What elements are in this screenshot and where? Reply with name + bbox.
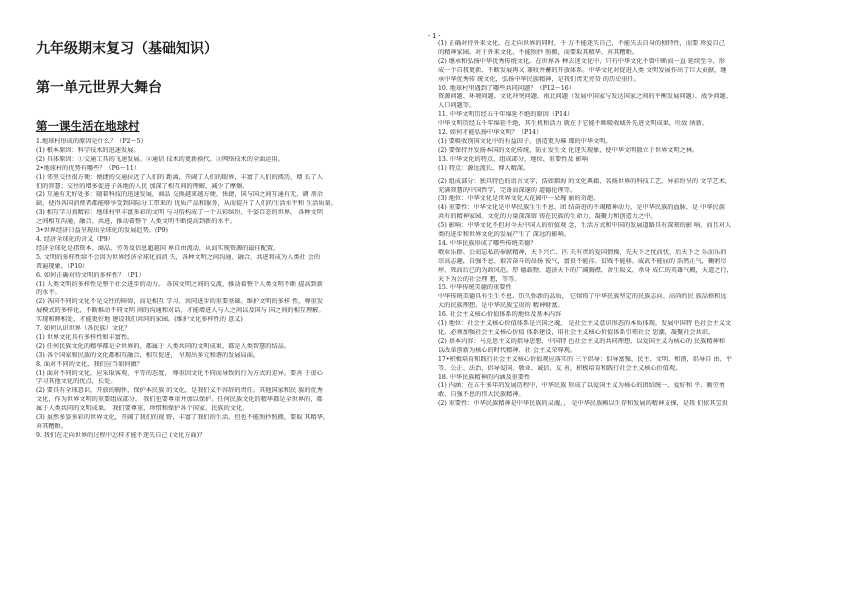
text-line: 展模式的多样化，不断推动不同文明 间的沟通和对话，才能增进人与人之间以及国与 国之间的相互理解。 [36, 307, 325, 315]
text-line: 瘁、死而后已的为政风范，厚 德载物、道济天下的广阔胸襟，舍生取义、杀身 成仁的英雄气概，天道之行， [438, 266, 733, 274]
text-line: 18. 中华民族精神的内涵及重要性 [438, 373, 531, 381]
text-line: 崇高志趣，自强不息、艰苦奋斗的昂扬 锐气，富贵不能淫、贫贱不能移、威武不能屈的 浩然正气，鞠躬尽 [438, 257, 727, 265]
text-line: (2) 具体原因：①交通工具的飞速发展。②通信 技术的更新换代。③网络技术的全面运用。 [36, 155, 284, 163]
text-line: 缺，使得各国消费者都能够享受到国际分工带来的 优质产品和服务，从而提升了人们的生活水平和 生活质量。 [36, 200, 337, 208]
text-line: 属于人类共同的文明成果。 我们要尊重、珍惜和保护各个国家、民族的文化。 [36, 405, 249, 413]
text-line: (3) 虽然多姿多彩的世界文化，开阔了我们的视 野，丰富了我们的生活，但也不能照抄照搬，要取 其精华， [36, 414, 330, 422]
text-line: (1) 世界文化具有多样性和丰富性。 [36, 333, 134, 341]
text-line: 11. 中华文明历经五千年绵延不绝的原因（P14） [438, 111, 574, 119]
text-line: 学习其他文化的优点，长处。 [36, 378, 117, 386]
text-line: 中华文明历经五千年绵延不绝，其生机和活力 就在于它能不断吸收域外先进文明成果，吐故 纳新。 [438, 120, 708, 128]
text-line: 共有的精神家园。文化的力量深深熔 铸在民族的生命力、凝聚力和创造力之中。 [438, 213, 657, 221]
unit-heading: 第一单元世界大舞台 [36, 79, 162, 95]
text-line: 15. 中华传统美德的重要性 [438, 284, 512, 292]
text-line: 充满智慧的中国哲学，完备而深邃的 道德伦理等。 [438, 186, 577, 194]
text-line: 承中华优秀传 统文化，弘扬中华民族精神，是我们责无旁贷 的历史重任。 [438, 75, 640, 83]
text-line: 12. 如何才能弘扬中华文明？（P14） [438, 129, 543, 137]
text-line: (2) 各国不同的文化不是交往的障碍，而是相互 学习、共同进步的重要基础。维护文明的多样 性，尊重发 [36, 298, 323, 306]
text-line: (2) 组成部分：独具特色的语言文字，浩如烟海 的文化典籍，名扬世界的科技工艺，异彩纷呈的 文学艺术， [438, 177, 732, 185]
text-line: 大的民族理想，是中华民族宝贵的 精神财富。 [438, 302, 564, 310]
text-line: (2) 继承和弘扬中华优秀传统文化。在世界各 种去迷文化中，只有中华文化不曾中断而一直 延续至今，形 [438, 57, 725, 65]
text-line: 资源问题、环境问题、文化冲突问题、南北问题（发展中国家与发达国家之间的平衡发展问题）、战争问题、 [438, 93, 732, 101]
text-line: 10. 地球村里遇到了哪些共同问题？（P12～16） [438, 84, 575, 92]
text-line: (1) 内涵：在五千多年的发展历程中，中华民族 形成了以爱国主义为核心的团结统一、爱好和 平、勤劳勇 [438, 382, 725, 390]
text-line: 成一个自我更新、不断发展再又 兼收并蓄的开放体系。中华文化对促进人类 文明发展作出了巨大贡献，继 [438, 66, 727, 74]
text-line: 们的智慧；交往的增多促进子各地的人民 加深了相互间的理解，减少了摩擦。 [36, 182, 249, 190]
text-line: 弃其糟粕。 [36, 423, 67, 430]
text-line: (3) 相互学习真精彩：地球村里丰富多彩的文明 与习俗构成了一个五彩缤纷、千姿百态的世界， 各种文明 [36, 209, 323, 217]
text-line: (1) 要吸收别国文化中的有益因子，创造更为璀 璨的中华文明。 [438, 137, 612, 145]
text-line: (1) 面对不同的文化，应采取客观、平等的态度， 尊重因文化不同而导致的行为方式的差异。要善 于虚心 [36, 369, 323, 377]
text-line: 16. 社会主义核心价值体系的地位及基本内容 [438, 311, 562, 319]
right-text-block [438, 40, 840, 409]
text-line: 1.地球村形成的原因是什么？（P2～5） [36, 138, 147, 145]
text-line: 17•积极培育和践行社会主义核心价值观应落实的 三个倡导：倡导富强、民主、文明、和谐，倡导自 由、平 [438, 355, 732, 363]
left-column [36, 40, 420, 589]
text-line: 7. 如何认识世界（各民族）文化？ [36, 325, 131, 333]
text-line: (3) 地位：中华文化是世界文化大花园中一朵瑰 丽的奇葩。 [438, 195, 600, 203]
text-line: (1) 特点：源远流长、博大精深。 [438, 164, 530, 172]
text-line: 以改革创新为核心的时代精神、社 会主义荣辱观。 [438, 346, 577, 354]
text-line: 天下为公的社会理 想，等等。 [438, 275, 521, 283]
text-line: 3•世界经济日益呈现出全球化的发展趋势。(P9) [36, 227, 168, 235]
document-title: 九年级期末复习（基础知识） [36, 40, 218, 56]
text-line: (3) 各个国家和民族的文化都相互融合，相互促进， 呈现出多元和谐的发展局面。 [36, 351, 260, 359]
text-line: (5) 影响：中华文化不但对今天中国人的价值观 念，生活方式和中国的发展道路具有深刻的影 响，而且对人 [438, 222, 732, 230]
text-line: 13. 中华文化的特点、组成部分、地位、重要性及 影响 [438, 155, 588, 163]
text-line: 中华传统美德具有生生不息、历久弥新的品质， 它熔铸了中华民族坚定的民族志向、高尚的民 族品格和远 [438, 293, 727, 301]
text-line: 5. 文明的多样性给不会因为世界经济全球化而消 失，各种文明之间沟通、融合，共进将成为人类社 会的 [36, 253, 321, 261]
left-text-block [36, 138, 420, 441]
text-line: (2) 要保持并发扬本国的文化传统，防止发生文 化迷失现象，使中华文明散立于世界文明之林。 [438, 146, 699, 154]
text-line: 的水平。 [36, 289, 61, 297]
text-line: (4) 重要性：中华文化是中华民族生生不息、团 结奋进的不竭精神动力，是中华民族的血脉，是 中华民族 [438, 204, 725, 212]
text-line: (1) 地位：社会主义核心价值体系是兴国之魂， 是社会主义意识形态的本质体现。发展中国特 色社会主义文 [438, 320, 732, 328]
text-line: 4. 经济全球化的含义（P9） [36, 235, 114, 243]
text-line: 人口问题等。 [438, 102, 476, 110]
text-line: (2) 互通有无好处多：随着科技的迅速发展，商品 交换越来越方便、快捷，国与国之间互通有无，调 剂余 [36, 191, 323, 199]
text-line: 8. 面对不同的文化，我们应当如何做？ [36, 360, 143, 368]
lesson-heading: 第一课生活在地球村 [36, 121, 140, 133]
text-line: (2) 要具有全球意识，开放的胸怀，保护本民族 的文化，是我们义不容辞的责任。其他国家和民 族的优秀 [36, 387, 323, 395]
text-line: 的精神家园。对于外来文化，不能照抄 照搬，而要取其精华，弃其糟粕。 [438, 48, 638, 56]
text-line: 实现和睦相处，才能更好地 建设我们共同的家园。(维护文化多样性的 意义) [36, 316, 243, 324]
text-line: 之间相互沟通、融合、共进，推动着整个 人类文明不断提高到新的水平。 [36, 218, 236, 226]
right-column [438, 40, 840, 589]
text-line: (2) 任何民族文化的精华都是全世界的、都属于 人类共同的文明成果，都是人类智慧的结晶。 [36, 342, 291, 350]
text-line: 化，必须加强社会主义核心价值 体系建设，用社会主义核心价值体系引领社会 思潮，凝聚社会共识。 [438, 329, 715, 336]
text-line: 经济全球化是指资本、商品、劳务及信息超越国 界自由流动，从而实现资源的最佳配置。 [36, 244, 280, 252]
text-line: 普遍现象。（P10） [36, 262, 89, 270]
text-line: (2) 基本内容：马克思主义的指导思想，中国特 色社会主义的共同理想，以爱国主义为核心的 民族精神和 [438, 337, 725, 345]
text-line: 类的进步和世界文化的发展产生了 深远的影响。 [438, 231, 570, 239]
text-line: (2) 重要性：中华民族精神是中华民族的灵魂，， 是中华民族赖以生存和发展的精神支撑，是我 们依其宝贵 [438, 400, 728, 408]
text-line: (1) 邻里交往很方便：便捷的交通拉近了人们的 距离，开阔了人们的眼界，丰富了人们的阅历，增 长了人 [36, 173, 323, 181]
page-number: - 1 - [428, 33, 441, 40]
text-line: 文化，作为世界文明的重要组成部分， 我们也要尊重并加以保护。任何民族文化的精华都是全世界的，都 [36, 396, 323, 404]
text-line: 6. 如何正确对待文明的多样性？（P1） [36, 271, 145, 279]
text-line: 敢、自强不息的伟大民族精神。 [438, 391, 525, 399]
text-line: 9. 我们在走向世界的过程中怎样才能不迷失自己 (文化方面)？ [36, 431, 206, 439]
text-line: 敬业乐群、公而忘私的奉献精神，天下兴亡、匹 夫有责的爱国情操，先天下之忧而忧、后天下之 乐而乐的 [438, 248, 727, 256]
text-line: (1) 人类文明的多样性是整个社会进步的动力。 各国文明之间的交流，推动着整个人类文明不断 提高到新 [36, 280, 323, 288]
text-line: (1) 正确对待外来文化。在走向世界的同时，千 万不能迷失自己，不能失去自身的独特性，而要 珍爱自己 [438, 40, 725, 47]
text-line: 14. 中华民族形成了哪些传统美德？ [438, 239, 537, 247]
text-line: (1) 根本原因：科学技术的迅速发展。 [36, 146, 140, 154]
text-line: 等、公正、法治，倡导爱国、敬业、诚信、友 善，积极培育和践行社会主义核心价值观。 [438, 364, 682, 372]
text-line: 2•地球村的优势有哪些？（P6～11） [36, 164, 140, 172]
